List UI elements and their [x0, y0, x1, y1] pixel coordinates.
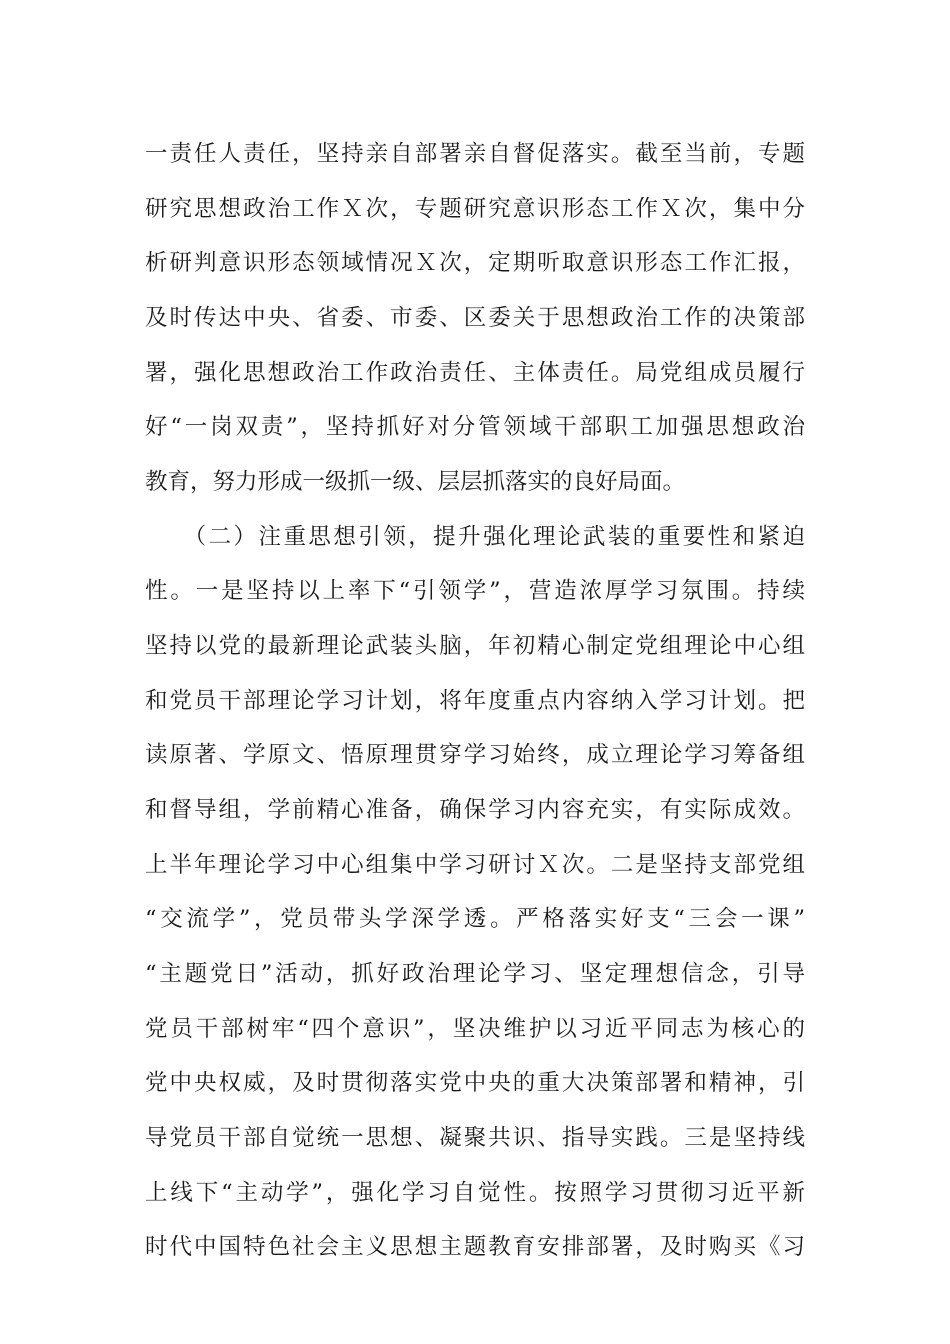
text-line: 性。一是坚持以上率下“引领学”，营造浓厚学习氛围。持续	[145, 578, 805, 604]
text-line: 和督导组，学前精心准备，确保学习内容充实，有实际成效。	[145, 797, 805, 823]
text-line: 一责任人责任，坚持亲自部署亲自督促落实。截至当前，专题	[145, 141, 805, 167]
text-line: 读原著、学原文、悟原理贯穿学习始终，成立理论学习筹备组	[145, 742, 805, 768]
text-line: 和党员干部理论学习计划，将年度重点内容纳入学习计划。把	[145, 688, 805, 714]
section-heading-line: （二）注重思想引领，提升强化理论武装的重要性和紧迫	[145, 524, 805, 550]
text-line: “主题党日”活动，抓好政治理论学习、坚定理想信念，引导	[145, 961, 805, 987]
text-line: 研究思想政治工作Ｘ次，专题研究意识形态工作Ｘ次，集中分	[145, 196, 805, 222]
text-line: 上线下“主动学”，强化学习自觉性。按照学习贯彻习近平新	[145, 1180, 805, 1206]
text-line: 上半年理论学习中心组集中学习研讨Ｘ次。二是坚持支部党组	[145, 852, 805, 878]
text-line: 好“一岗双责”，坚持抓好对分管领域干部职工加强思想政治	[145, 414, 805, 440]
text-line: 党员干部树牢“四个意识”，坚决维护以习近平同志为核心的	[145, 1016, 805, 1042]
text-line: 时代中国特色社会主义思想主题教育安排部署，及时购买《习	[145, 1234, 805, 1260]
text-line: 导党员干部自觉统一思想、凝聚共识、指导实践。三是坚持线	[145, 1125, 805, 1151]
text-line: 党中央权威，及时贯彻落实党中央的重大决策部署和精神，引	[145, 1070, 805, 1096]
text-line: 析研判意识形态领域情况Ｘ次，定期听取意识形态工作汇报，	[145, 250, 805, 276]
text-line: 署，强化思想政治工作政治责任、主体责任。局党组成员履行	[145, 360, 805, 386]
text-line: 坚持以党的最新理论武装头脑，年初精心制定党组理论中心组	[145, 633, 805, 659]
text-line: 及时传达中央、省委、市委、区委关于思想政治工作的决策部	[145, 305, 805, 331]
paragraph-end-line: 教育，努力形成一级抓一级、层层抓落实的良好局面。	[145, 469, 686, 495]
text-line: “交流学”，党员带头学深学透。严格落实好支“三会一课”	[145, 906, 805, 932]
